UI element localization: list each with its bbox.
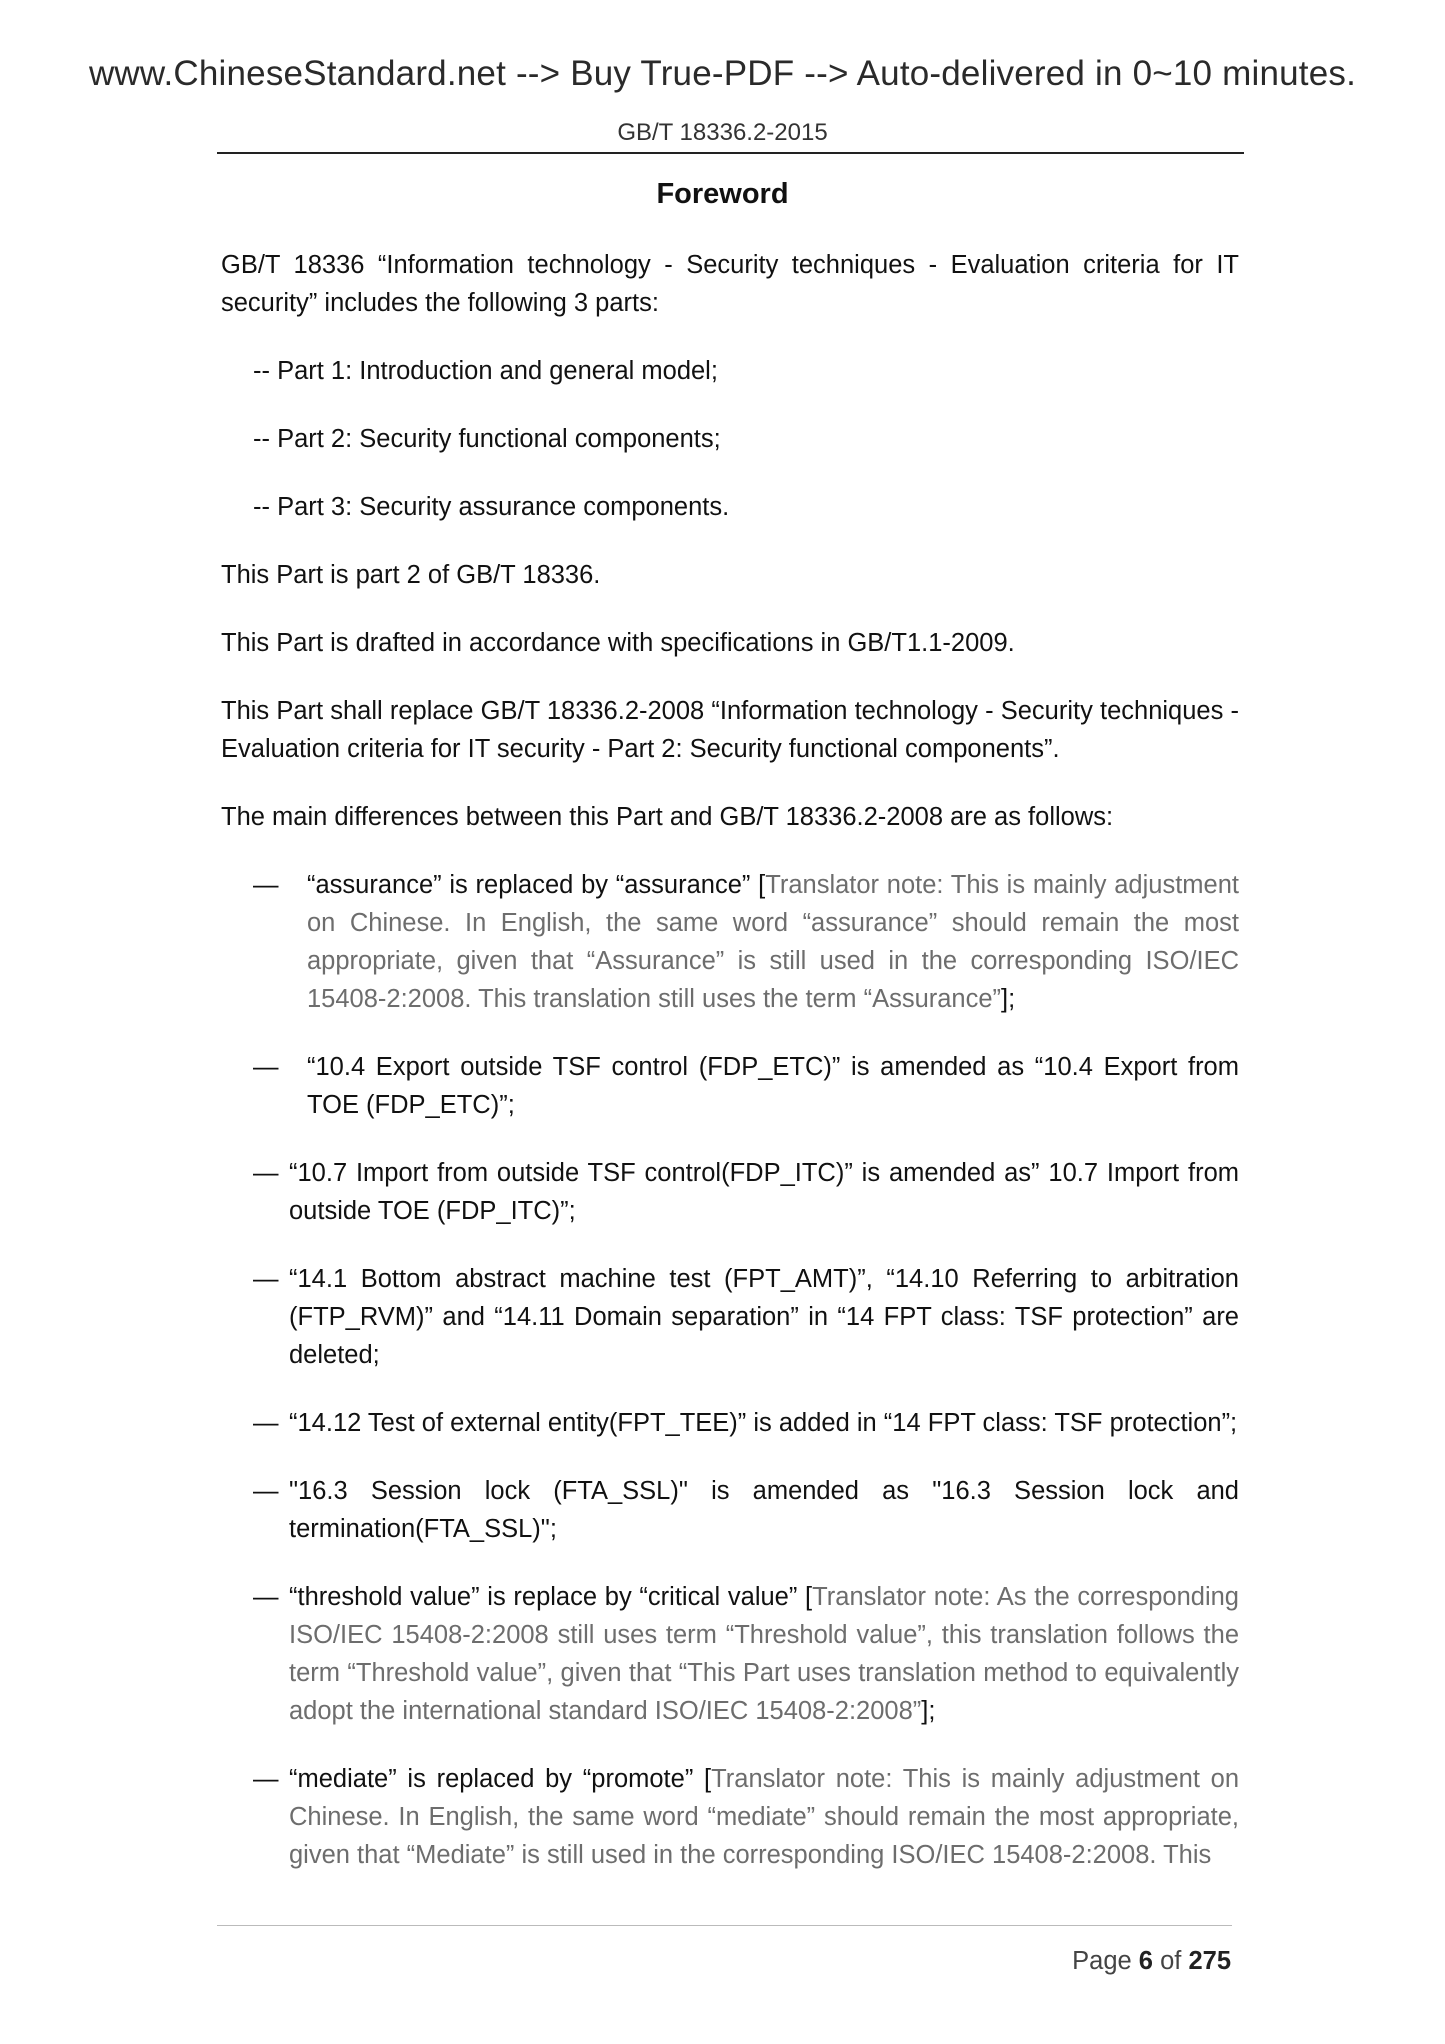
page-of-label: of: [1160, 1947, 1182, 1975]
difference-item: [221, 1404, 1239, 1442]
translator-note: Translator note: As the corresponding ISO/IEC 15408-2:2008 still uses term “Threshold value”, this translation follows the term “Threshold value”, given that “This Part uses translation method to equivalently adopt the international standard ISO/IEC 15408-2:2008”: [289, 1583, 1239, 1725]
translator-note: Translator note: This is mainly adjustment on Chinese. In English, the same word “assurance” should remain the most appropriate, given that “Assurance” is still used in the corresponding ISO/IEC 15408-2:2008. This translation still uses the term “Assurance”: [307, 871, 1239, 1013]
dash-bullet: —: [253, 1265, 279, 1293]
difference-item: [221, 1154, 1239, 1230]
difference-text: “mediate” is replaced by “promote” [: [289, 1765, 712, 1793]
difference-tail: ];: [921, 1697, 936, 1725]
paragraph: This Part is part 2 of GB/T 18336.: [221, 561, 601, 589]
difference-text: “threshold value” is replace by “critical value” [: [289, 1583, 813, 1611]
dash-bullet: —: [253, 1583, 279, 1611]
difference-item: [221, 1260, 1239, 1374]
part-list-item: -- Part 1: Introduction and general model;: [253, 357, 718, 385]
dash-bullet: —: [253, 1159, 279, 1187]
difference-item: [221, 1578, 1239, 1730]
dash-bullet: —: [253, 871, 279, 899]
dash-bullet: —: [253, 1409, 279, 1437]
header-divider: [217, 152, 1244, 154]
total-pages: 275: [1188, 1947, 1231, 1975]
difference-text: “10.7 Import from outside TSF control(FDP_ITC)” is amended as” 10.7 Import from outside TOE (FDP_ITC)”;: [289, 1159, 1239, 1225]
difference-text: “assurance” is replaced by “assurance” [: [307, 871, 766, 899]
difference-text: "16.3 Session lock (FTA_SSL)" is amended as "16.3 Session lock and termination(FTA_SSL)";: [289, 1477, 1239, 1543]
part-list-item: -- Part 3: Security assurance components.: [253, 493, 730, 521]
document-body: [221, 246, 1239, 1904]
difference-text: “14.12 Test of external entity(FPT_TEE)” is added in “14 FPT class: TSF protection”;: [289, 1409, 1238, 1437]
dash-bullet: —: [253, 1765, 279, 1793]
paragraph: This Part shall replace GB/T 18336.2-2008 “Information technology - Security techniques - Evaluation criteria for IT security - Part 2: Security functional components”.: [221, 697, 1239, 763]
standard-number-header: GB/T 18336.2-2015: [617, 119, 828, 146]
difference-item: [221, 1760, 1239, 1874]
paragraph: The main differences between this Part and GB/T 18336.2-2008 are as follows:: [221, 803, 1114, 831]
difference-text: “14.1 Bottom abstract machine test (FPT_AMT)”, “14.10 Referring to arbitration (FTP_RVM)” and “14.11 Domain separation” in “14 FPT class: TSF protection” are deleted;: [289, 1265, 1239, 1369]
translator-note: Translator note: This is mainly adjustment on Chinese. In English, the same word “mediate” should remain the most appropriate, given that “Mediate” is still used in the corresponding ISO/IEC 15408-2:2008. This: [289, 1765, 1239, 1869]
intro-paragraph: GB/T 18336 “Information technology - Security techniques - Evaluation criteria for IT security” includes the following 3 parts:: [221, 251, 1239, 317]
page-title: Foreword: [656, 178, 789, 210]
part-list-item: -- Part 2: Security functional components;: [253, 425, 721, 453]
dash-bullet: —: [253, 1053, 279, 1081]
dash-bullet: —: [253, 1477, 279, 1505]
difference-item: [221, 1472, 1239, 1548]
paragraph: This Part is drafted in accordance with specifications in GB/T1.1-2009.: [221, 629, 1015, 657]
page-label: Page: [1072, 1947, 1132, 1975]
difference-tail: ];: [1001, 985, 1016, 1013]
footer-divider: [217, 1925, 1232, 1926]
current-page: 6: [1138, 1947, 1153, 1975]
source-banner: www.ChineseStandard.net --> Buy True-PDF --> Auto-delivered in 0~10 minutes.: [88, 54, 1357, 93]
difference-item: [221, 866, 1239, 1018]
page-number: [1072, 1947, 1231, 1976]
difference-text: “10.4 Export outside TSF control (FDP_ETC)” is amended as “10.4 Export from TOE (FDP_ETC)”;: [307, 1053, 1239, 1119]
difference-item: [221, 1048, 1239, 1124]
